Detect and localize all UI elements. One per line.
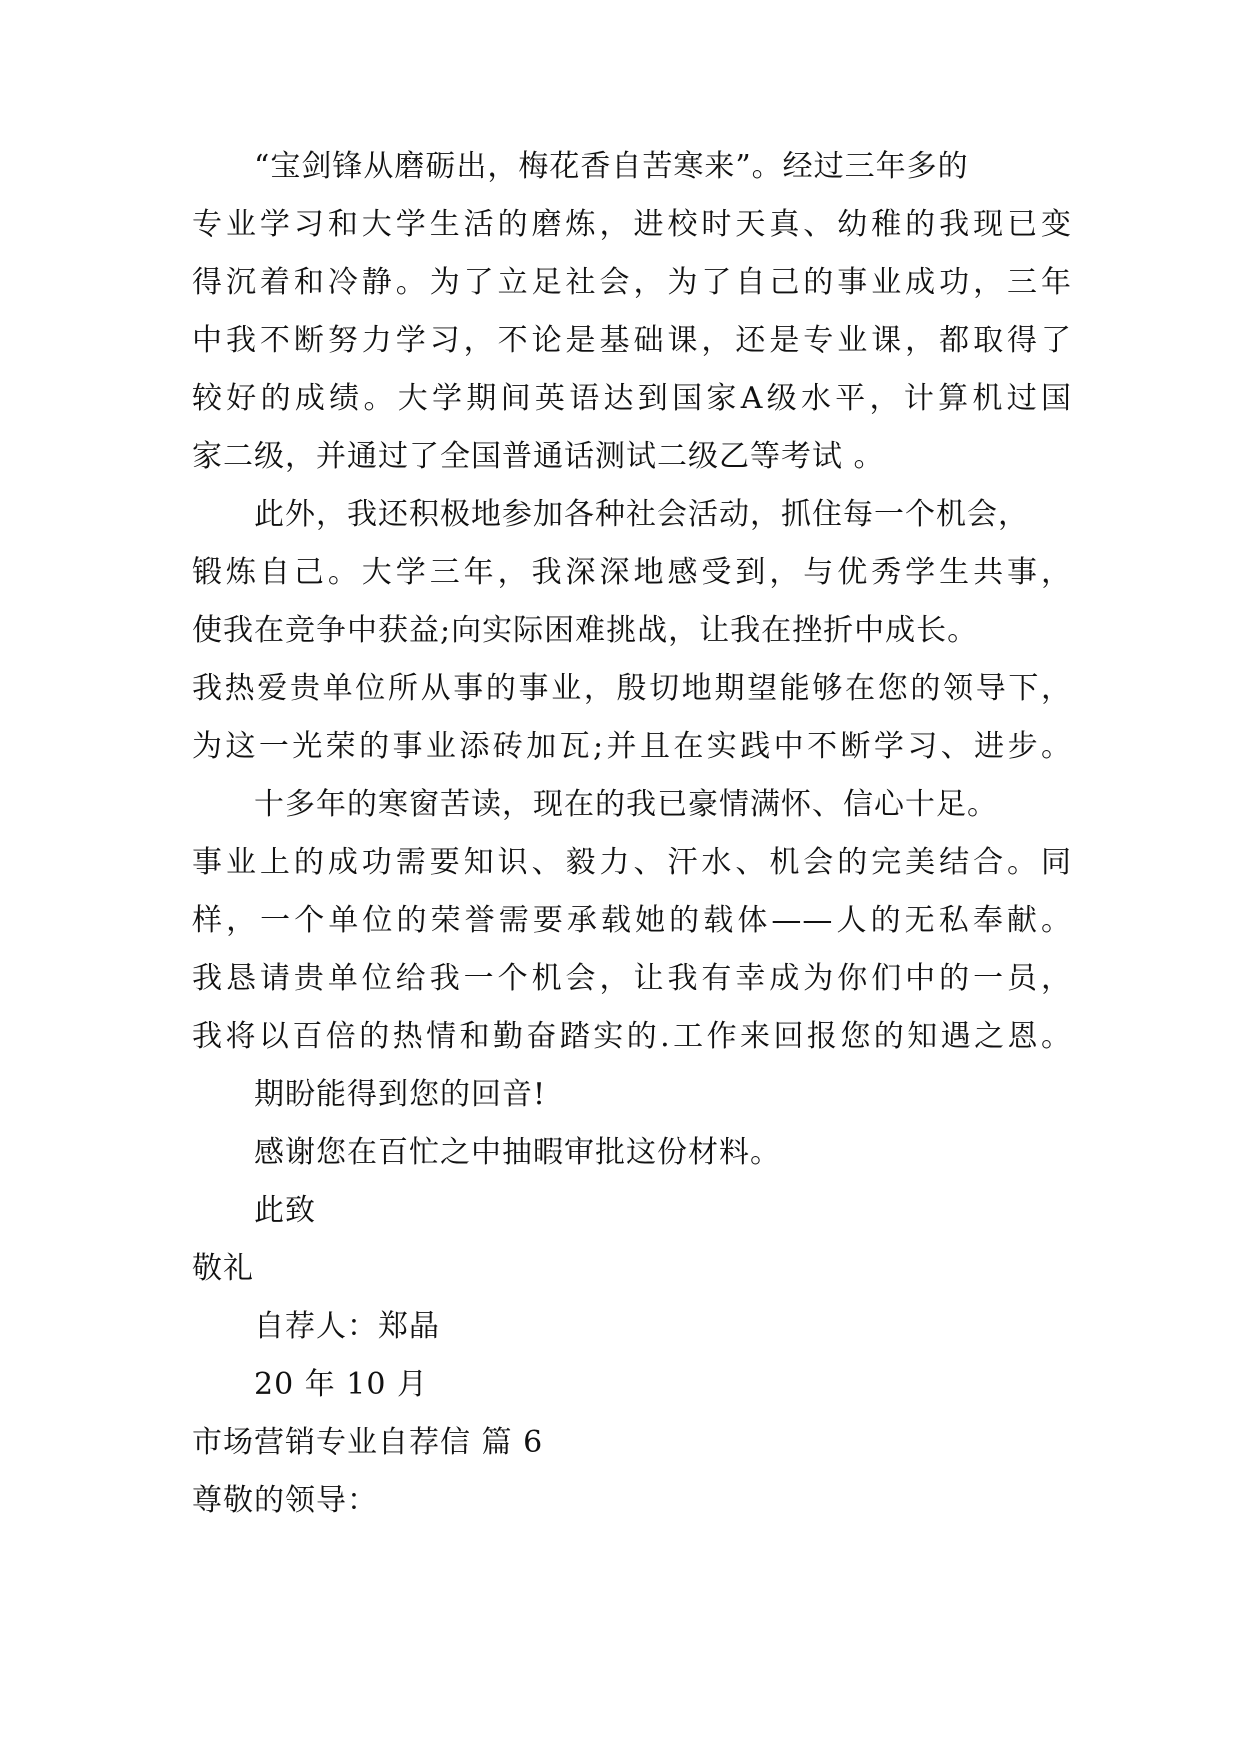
next-letter-greeting: 尊敬的领导： [192,1483,378,1518]
paragraph-line: 事业上的成功需要知识、毅力、汗水、机会的完美结合。同 [192,845,1072,880]
paragraph-line: 我将以百倍的热情和勤奋踏实的.工作来回报您的知遇之恩。 [192,1019,1072,1054]
salutation-first: 此致 [254,1193,316,1228]
signature: 自荐人：郑晶 [254,1309,440,1344]
closing-hope: 期盼能得到您的回音! [254,1077,547,1112]
paragraph-line: 我热爱贵单位所从事的事业，殷切地期望能够在您的领导下， [192,671,1072,706]
paragraph-2 [192,486,1072,776]
paragraph-line: 锻炼自己。大学三年，我深深地感受到，与优秀学生共事， [192,555,1072,590]
paragraph-line: 为这一光荣的事业添砖加瓦;并且在实践中不断学习、进步。 [192,729,1072,764]
paragraph-line: 十多年的寒窗苦读，现在的我已豪情满怀、信心十足。 [254,787,998,822]
paragraph-3 [192,776,1072,1066]
paragraph-line: 中我不断努力学习，不论是基础课，还是专业课，都取得了 [192,323,1072,358]
paragraph-line: 得沉着和冷静。为了立足社会，为了自己的事业成功，三年 [192,265,1072,300]
paragraph-line: 我恳请贵单位给我一个机会，让我有幸成为你们中的一员， [192,961,1072,996]
closing-thanks: 感谢您在百忙之中抽暇审批这份材料。 [254,1135,781,1170]
paragraph-line: “宝剑锋从磨砺出，梅花香自苦寒来”。经过三年多的 [254,149,969,184]
paragraph-line: 专业学习和大学生活的磨炼，进校时天真、幼稚的我现已变 [192,207,1072,242]
salutation-second: 敬礼 [192,1251,254,1286]
next-letter-title: 市场营销专业自荐信 篇 6 [192,1425,544,1460]
date-line: 20 年 10 月 [254,1367,428,1402]
paragraph-line: 此外，我还积极地参加各种社会活动，抓住每一个机会， [254,497,1029,532]
paragraph-line: 家二级，并通过了全国普通话测试二级乙等考试 。 [192,439,885,474]
paragraph-line: 使我在竞争中获益;向实际困难挑战，让我在挫折中成长。 [192,613,979,648]
paragraph-line: 较好的成绩。大学期间英语达到国家A级水平，计算机过国 [192,381,1072,416]
closing-section [192,1066,1072,1530]
paragraph-1 [192,138,1072,486]
paragraph-line: 样，一个单位的荣誉需要承载她的载体——人的无私奉献。 [192,903,1072,938]
